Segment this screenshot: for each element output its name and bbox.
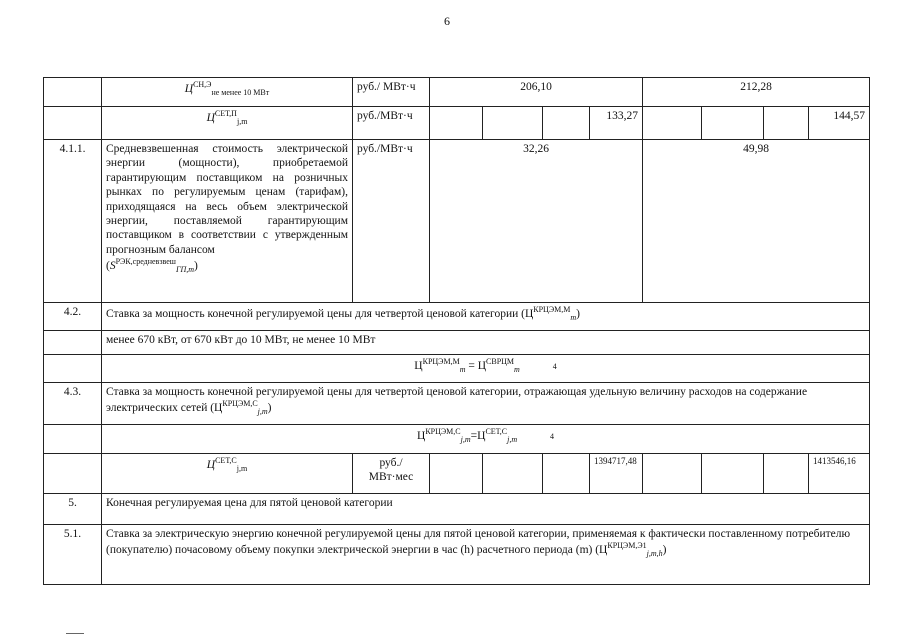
value-subcell [430,454,483,494]
table-row [44,494,870,525]
description-text: Средневзвешенная стоимость электрической энергии (мощности), приобретаемой гарантирующим поставщиком на розничных рынках по регулируемым ценам (тарифам), приходящаяся на весь объем электрической энергии, поставляемой гарантирующим поставщиком в соответствии с утвержденным прогнозным балансом [106,143,348,256]
row-number-cell [44,331,102,355]
value-cell-period-1: 133,27 [590,107,643,140]
table-row [44,140,870,303]
footnote-index: 4 [552,361,557,371]
description-cell [102,140,353,303]
tariff-table [43,77,870,585]
scan-artifact-line [66,633,84,634]
section-heading-cell: Конечная регулируемая цена для пятой ценовой категории [102,494,870,525]
row-number: 5.1. [44,525,102,585]
table-row [44,331,870,355]
value-cell-period-2: 49,98 [643,140,870,303]
table-row [44,303,870,331]
table-row [44,525,870,585]
value-subcell [483,454,543,494]
unit-cell: руб./ МВт·ч [353,78,430,107]
value-subcell [643,454,702,494]
row-number-cell [44,78,102,107]
formula-cell: $Ц^{КРЦЭМ,С}_{j,m}=Ц^{СЕТ,С}_{j,m}$ 4 [102,425,870,454]
table-row [44,355,870,383]
table-row [44,78,870,107]
power-range-cell: менее 670 кВт, от 670 кВт до 10 МВт, не менее 10 МВт [102,331,870,355]
value-subcell [702,107,764,140]
unit-cell: руб./МВт·ч [353,107,430,140]
value-cell-period-1: 206,10 [430,78,643,107]
page-number: 6 [444,14,450,28]
value-cell-period-2: 1413546,16 [809,454,870,494]
row-number-cell [44,107,102,140]
unit-cell: руб./МВт·ч [353,140,430,303]
value-subcell [543,454,590,494]
table-row [44,107,870,140]
value-cell-period-1: 1394717,48 [590,454,643,494]
row-number-cell [44,425,102,454]
value-subcell [764,107,809,140]
value-subcell [643,107,702,140]
row-number: 4.2. [44,303,102,331]
value-subcell [702,454,764,494]
row-number: 4.3. [44,383,102,425]
section-heading-cell: Ставка за электрическую энергию конечной регулируемой цены для пятой ценовой категории, применяемая к фактически поставленному потребителю (покупателю) почасовому объему покупки электрической энергии в час (h) расчетного периода (m) $(Ц^{КРЦЭМ,Э1}_{j,m,h})$ [102,525,870,585]
symbol-cell: $Ц^{СЕТ,С}_{j,m}$ [102,454,353,494]
row-number: 5. [44,494,102,525]
row-number-cell [44,355,102,383]
unit-cell: руб./ МВт·мес [353,454,430,494]
value-subcell [483,107,543,140]
value-subcell [764,454,809,494]
symbol-cell: $Ц^{СЕТ,П}_{j,m}$ [102,107,353,140]
footnote-index: 4 [549,431,554,441]
table-row [44,383,870,425]
row-number: 4.1.1. [44,140,102,303]
symbol-cell: $Ц^{СН,Э}_{не менее 10 МВт}$ [102,78,353,107]
value-cell-period-2: 212,28 [643,78,870,107]
value-cell-period-1: 32,26 [430,140,643,303]
section-heading-cell: Ставка за мощность конечной регулируемой цены для четвертой ценовой категории, отражающая удельную величину расходов на содержание электрических сетей $(Ц^{КРЦЭМ,С}_{j,m})$ [102,383,870,425]
row-number-cell [44,454,102,494]
value-subcell [430,107,483,140]
value-subcell [543,107,590,140]
table-row [44,454,870,494]
description-formula: $(S^{РЭК,средневзвеш}_{ГП,m})$ [106,257,198,275]
formula-cell: $Ц^{КРЦЭМ,М}_m = Ц^{СВРЦМ}_m$ 4 [102,355,870,383]
value-cell-period-2: 144,57 [809,107,870,140]
section-heading-cell: Ставка за мощность конечной регулируемой цены для четвертой ценовой категории $(Ц^{КРЦЭМ,М}_m)$ [102,303,870,331]
table-row [44,425,870,454]
